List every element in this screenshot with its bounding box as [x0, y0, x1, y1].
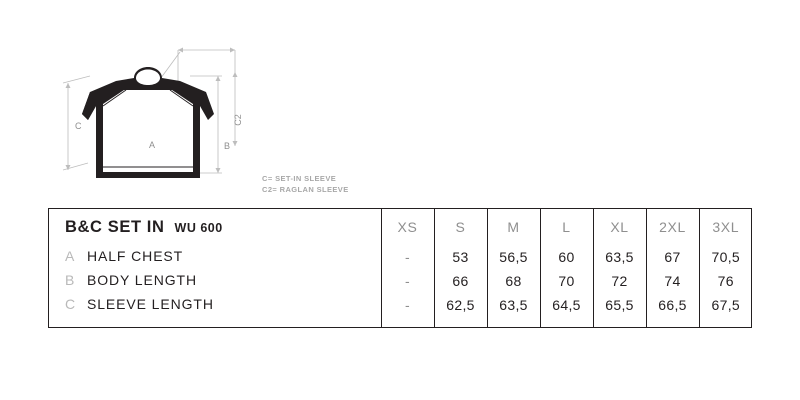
- table-row: [49, 269, 752, 293]
- cell-value: 70,5: [699, 245, 752, 269]
- cell-value: -: [405, 249, 410, 265]
- table-row: [49, 245, 752, 269]
- row-letter: A: [65, 248, 75, 264]
- size-chart-table: [48, 208, 752, 328]
- cell-value: 76: [699, 269, 752, 293]
- label-C: C: [75, 121, 82, 131]
- garment-diagram: [30, 28, 360, 194]
- size-header-l: L: [540, 209, 593, 245]
- sleeve-legend: [262, 174, 349, 196]
- cell-value: 74: [646, 269, 699, 293]
- cell-value: 63,5: [487, 293, 540, 317]
- label-C2: C2: [233, 114, 243, 126]
- padding-cell: [593, 317, 646, 327]
- measurement-label-cell: [49, 245, 381, 269]
- padding-cell: [381, 317, 434, 327]
- cell-value: -: [405, 273, 410, 289]
- size-header-m: M: [487, 209, 540, 245]
- size-header-xl: XL: [593, 209, 646, 245]
- cell-value: 63,5: [593, 245, 646, 269]
- row-name: BODY LENGTH: [87, 272, 197, 288]
- table-bottom-padding: [49, 317, 752, 327]
- cell-value: 68: [487, 269, 540, 293]
- measurement-label-cell: [49, 269, 381, 293]
- cell-value: 72: [593, 269, 646, 293]
- cell-value: 62,5: [434, 293, 487, 317]
- cell-value: 66: [434, 269, 487, 293]
- cell-value: 67: [646, 245, 699, 269]
- legend-raglan-sleeve: C2= RAGLAN SLEEVE: [262, 184, 349, 194]
- table-row: [49, 293, 752, 317]
- page-title: B&C SET IN: [65, 217, 165, 236]
- sweatshirt-shape: [82, 67, 214, 178]
- padding-cell: [487, 317, 540, 327]
- legend-set-in-sleeve: C= SET-IN SLEEVE: [262, 174, 337, 183]
- row-letter: B: [65, 272, 75, 288]
- padding-cell: [49, 317, 381, 327]
- padding-cell: [699, 317, 752, 327]
- measurement-label-cell: [49, 293, 381, 317]
- size-header-xs: XS: [397, 219, 418, 235]
- cell-value: 60: [540, 245, 593, 269]
- padding-cell: [646, 317, 699, 327]
- label-B: B: [224, 141, 231, 151]
- row-letter: C: [65, 296, 76, 312]
- sweatshirt-illustration: [30, 28, 360, 188]
- padding-cell: [540, 317, 593, 327]
- cell-value: 70: [540, 269, 593, 293]
- row-name: HALF CHEST: [87, 248, 184, 264]
- cell-value: 53: [434, 245, 487, 269]
- cell-value: 56,5: [487, 245, 540, 269]
- product-code: WU 600: [174, 220, 223, 235]
- cell-value: 64,5: [540, 293, 593, 317]
- row-name: SLEEVE LENGTH: [87, 296, 214, 312]
- size-header-2xl: 2XL: [646, 209, 699, 245]
- size-header-s: S: [434, 209, 487, 245]
- table-header-row: [49, 209, 752, 245]
- label-A: A: [148, 140, 156, 150]
- padding-cell: [434, 317, 487, 327]
- cell-value: -: [405, 297, 410, 313]
- cell-value: 66,5: [646, 293, 699, 317]
- size-header-3xl: 3XL: [699, 209, 752, 245]
- table-title-cell: [49, 209, 381, 245]
- cell-value: 65,5: [593, 293, 646, 317]
- cell-value: 67,5: [699, 293, 752, 317]
